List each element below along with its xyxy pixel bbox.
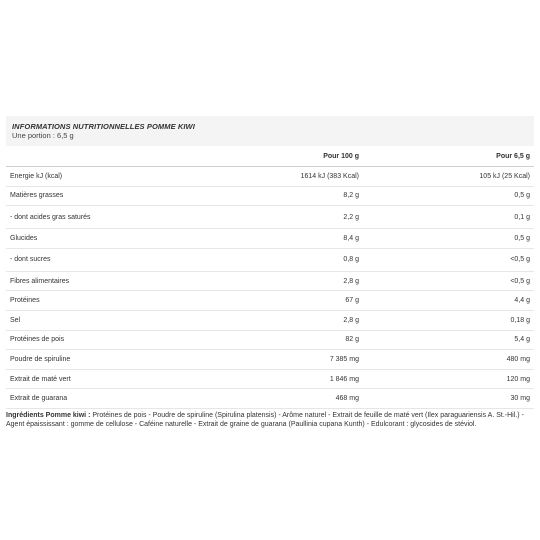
table-row <box>6 291 534 311</box>
table-row <box>6 206 534 229</box>
row-value-per-100g: 8,4 g <box>184 229 359 249</box>
row-value-per-100g: 1614 kJ (383 Kcal) <box>184 167 359 187</box>
table-row <box>6 229 534 249</box>
table-row <box>6 271 534 291</box>
row-value-per-portion: 5,4 g <box>359 330 534 350</box>
row-value-per-100g: 7 385 mg <box>184 350 359 370</box>
row-value-per-portion: 30 mg <box>359 389 534 409</box>
ingredients-paragraph <box>6 411 526 430</box>
table-row <box>6 369 534 389</box>
row-label: Extrait de maté vert <box>6 369 184 389</box>
row-label: Sel <box>6 310 184 330</box>
row-value-per-portion: 120 mg <box>359 369 534 389</box>
table-row <box>6 186 534 206</box>
nutrition-panel <box>6 116 534 430</box>
table-row <box>6 248 534 271</box>
table-row <box>6 310 534 330</box>
row-value-per-portion: 0,5 g <box>359 229 534 249</box>
row-value-per-portion: 0,1 g <box>359 206 534 229</box>
table-row <box>6 389 534 409</box>
row-value-per-100g: 82 g <box>184 330 359 350</box>
column-header-per-portion: Pour 6,5 g <box>359 146 534 167</box>
row-value-per-portion: <0,5 g <box>359 248 534 271</box>
row-value-per-100g: 67 g <box>184 291 359 311</box>
row-label: Fibres alimentaires <box>6 271 184 291</box>
row-label: - dont sucres <box>6 248 184 271</box>
nutrition-table <box>6 146 534 409</box>
row-value-per-100g: 8,2 g <box>184 186 359 206</box>
row-value-per-100g: 2,8 g <box>184 271 359 291</box>
row-value-per-portion: 480 mg <box>359 350 534 370</box>
ingredients-title: Ingrédients Pomme kiwi : <box>6 411 91 419</box>
row-label: Glucides <box>6 229 184 249</box>
serving-size: Une portion : 6,5 g <box>12 131 74 140</box>
nutrition-title: INFORMATIONS NUTRITIONNELLES POMME KIWI <box>12 122 195 131</box>
table-row <box>6 350 534 370</box>
row-label: Protéines de pois <box>6 330 184 350</box>
table-header-row <box>6 146 534 167</box>
nutrition-header <box>6 116 534 146</box>
row-value-per-portion: <0,5 g <box>359 271 534 291</box>
row-label: Extrait de guarana <box>6 389 184 409</box>
row-value-per-portion: 0,5 g <box>359 186 534 206</box>
row-label: Matières grasses <box>6 186 184 206</box>
row-label: Energie kJ (kcal) <box>6 167 184 187</box>
row-value-per-portion: 0,18 g <box>359 310 534 330</box>
row-value-per-portion: 4,4 g <box>359 291 534 311</box>
row-value-per-100g: 468 mg <box>184 389 359 409</box>
row-value-per-100g: 1 846 mg <box>184 369 359 389</box>
row-value-per-100g: 2,2 g <box>184 206 359 229</box>
ingredients-text: Protéines de pois - Poudre de spiruline (Spirulina platensis) - Arôme naturel - Extrait de feuille de maté vert (Ilex paraguariensis A. St.-Hil.) - Agent épaississant : gomme de cellulose - Caféine naturelle - Extrait de graine de guarana (Paullinia cupana Kunth) - Edulcorant : glycosides de stéviol. <box>6 411 524 429</box>
row-label: Protéines <box>6 291 184 311</box>
column-header-label <box>6 146 184 167</box>
row-value-per-100g: 2,8 g <box>184 310 359 330</box>
row-label: - dont acides gras saturés <box>6 206 184 229</box>
table-row <box>6 330 534 350</box>
column-header-per-100g: Pour 100 g <box>184 146 359 167</box>
row-value-per-portion: 105 kJ (25 Kcal) <box>359 167 534 187</box>
table-row <box>6 167 534 187</box>
row-value-per-100g: 0,8 g <box>184 248 359 271</box>
row-label: Poudre de spiruline <box>6 350 184 370</box>
